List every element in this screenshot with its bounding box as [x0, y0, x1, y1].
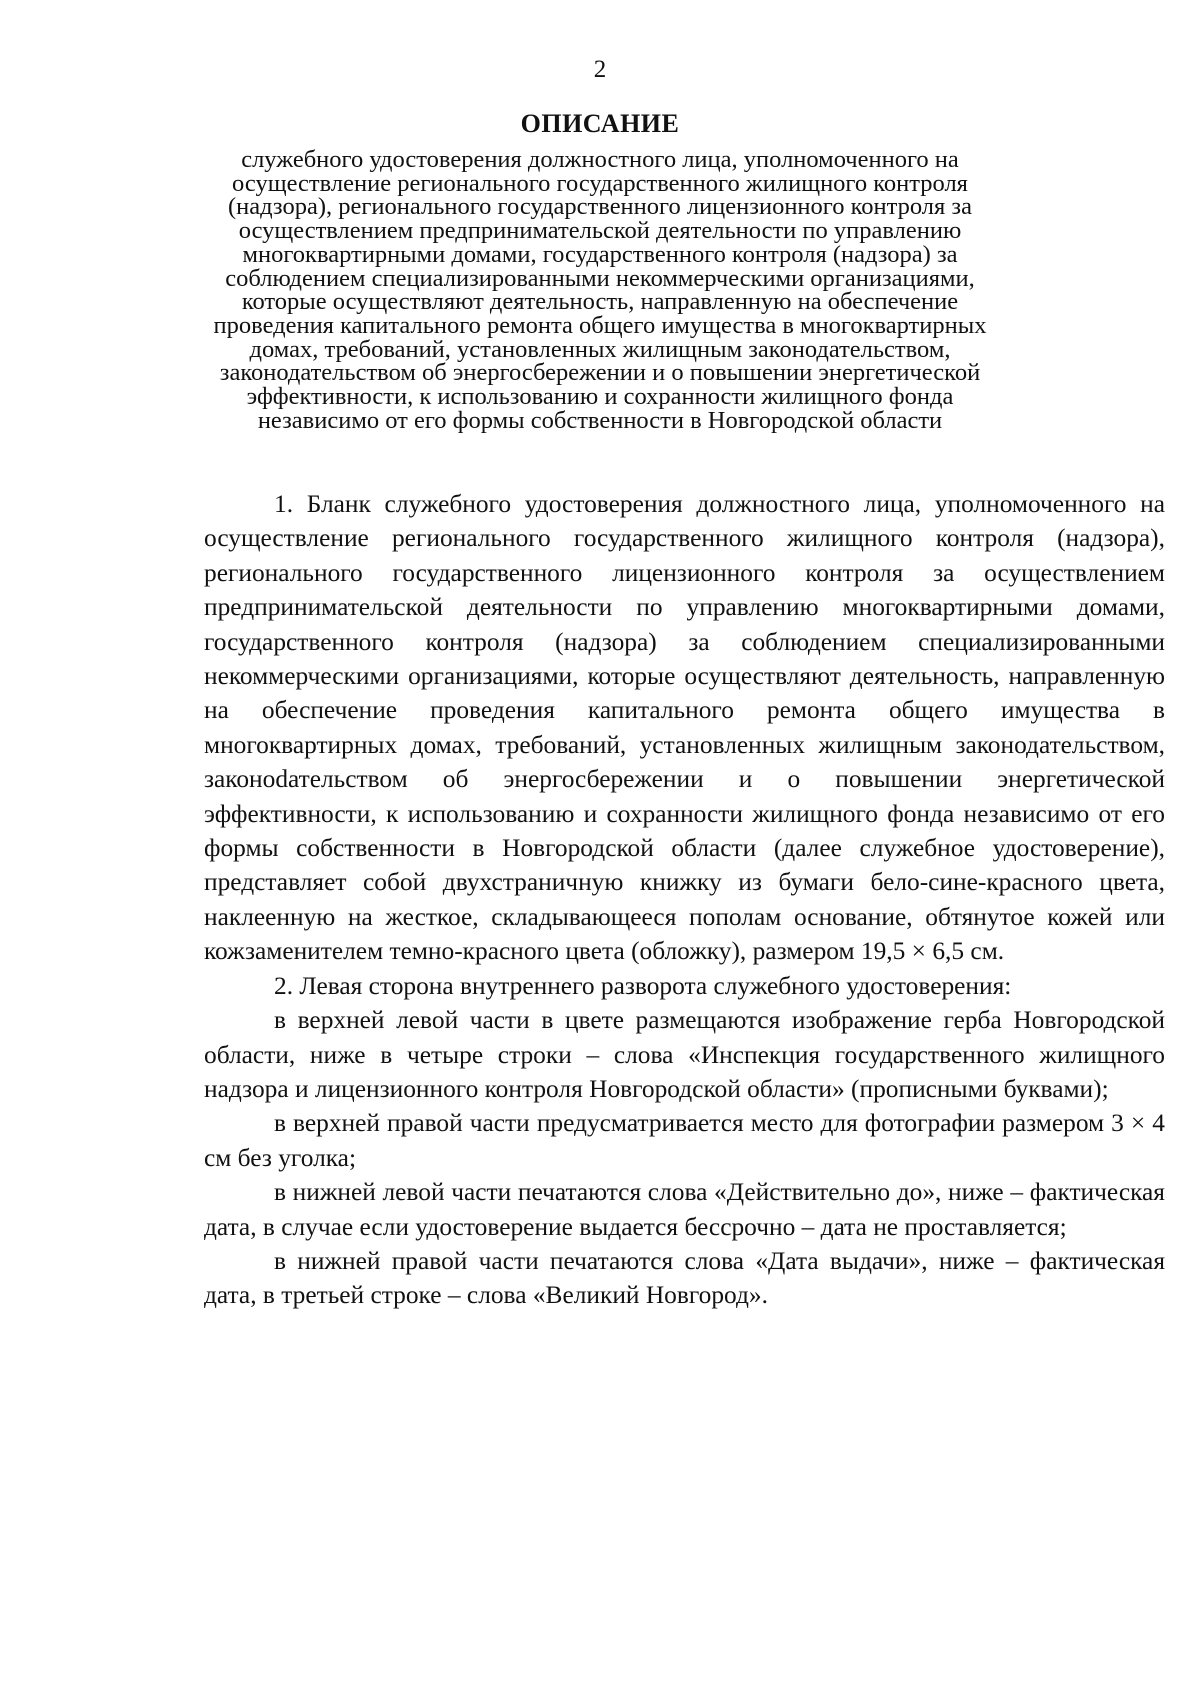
- page-number: 2: [593, 56, 607, 83]
- document-body: [204, 487, 1165, 1313]
- paragraph-right-lower: в нижней правой части печатаются слова «Дата выдачи», ниже – фактическая дата, в третьей строке – слова «Великий Новгород».: [204, 1246, 1165, 1310]
- subtitle-line: соблюдением специализированными некоммерческими организациями,: [225, 264, 975, 292]
- subtitle-line: домах, требований, установленных жилищным законодательством,: [249, 335, 951, 363]
- paragraph-2: 2. Левая сторона внутреннего разворота служебного удостоверения:: [274, 971, 1012, 1000]
- document-subtitle: [200, 148, 1000, 432]
- subtitle-line: (надзора), регионального государственного лицензионного контроля за: [228, 193, 972, 221]
- paragraph-1: 1. Бланк служебного удостоверения должностного лица, уполномоченного на осуществление регионального государственного жилищного контроля (надзора), регионального государственного лицензионного контроля за осуществлением предпринимательской деятельности по управлению многоквартирными домами, государственного контроля (надзора) за соблюдением специализированными некоммерческими организациями, которые осуществляют деятельность, направленную на обеспечение проведения капитального ремонта общего имущества в многоквартирных домах, требований, установленных жилищным законодательством, законоdательством об энергосбережении и о повышении энергетической эффективности, к использованию и сохранности жилищного фонда независимо от его формы собственности в Новгородской области (далее служебное удостоверение), представляет собой двухстраничную книжку из бумаги бело-сине-красного цвета, наклеенную на жесткое, складывающееся пополам основание, обтянутое кожей или кожзаменителем темно-красного цвета (обложку), размером 19,5 × 6,5 см.: [204, 490, 1165, 966]
- subtitle-line: многоквартирными домами, государственного контроля (надзора) за: [242, 240, 958, 268]
- paragraph-left-upper: в верхней левой части в цвете размещаются изображение герба Новгородской области, ниже в четыре строки – слова «Инспекция государственного жилищного надзора и лицензионного контроля Новгородской области» (прописными буквами);: [204, 1006, 1165, 1103]
- document-title: ОПИСАНИЕ: [520, 109, 680, 138]
- paragraph-right-upper: в верхней правой части предусматривается место для фотографии размером 3 × 4 см без уголка;: [204, 1109, 1165, 1172]
- paragraph-left-lower: в нижней левой части печатаются слова «Действительно до», ниже – фактическая дата, в случае если удостоверение выдается бессрочно – дата не проставляется;: [204, 1178, 1165, 1241]
- subtitle-line: осуществлением предпринимательской деятельности по управлению: [238, 217, 962, 245]
- subtitle-line: проведения капитального ремонта общего имущества в многоквартирных: [213, 311, 987, 339]
- subtitle-line: законодательством об энергосбережении и о повышении энергетической: [219, 359, 981, 387]
- subtitle-line: эффективности, к использованию и сохранности жилищного фонда: [246, 383, 954, 411]
- subtitle-line: которые осуществляют деятельность, направленную на обеспечение: [241, 288, 959, 316]
- subtitle-line: независимо от его формы собственности в Новгородской области: [257, 406, 943, 434]
- subtitle-line: осуществление регионального государственного жилищного контроля: [232, 169, 968, 197]
- subtitle-line: служебного удостоверения должностного лица, уполномоченного на: [241, 146, 959, 173]
